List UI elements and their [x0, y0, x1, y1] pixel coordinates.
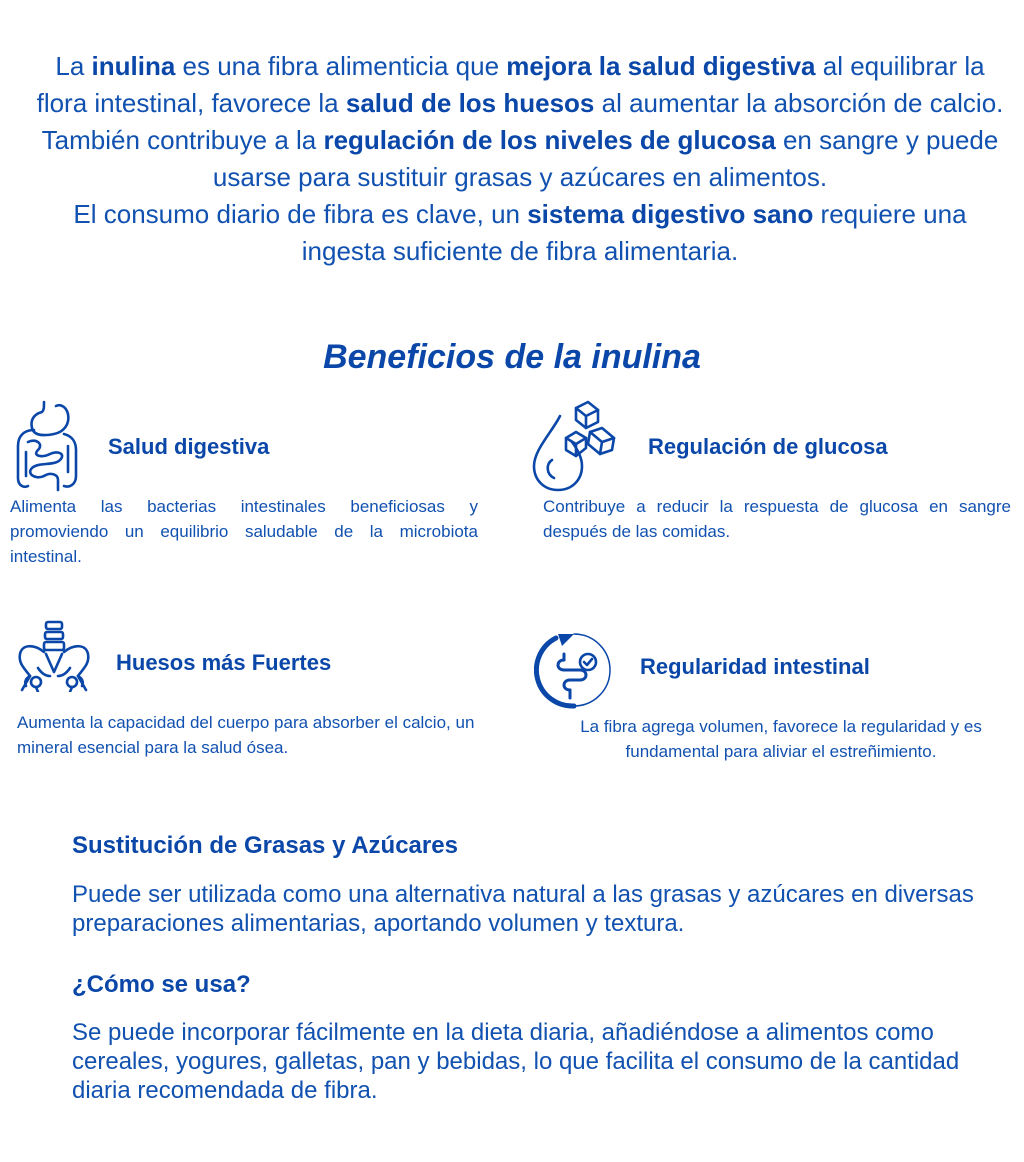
intro-emphasis: regulación de los niveles de glucosa: [323, 125, 776, 155]
intro-p1: [30, 48, 1010, 196]
usage-body: Se puede incorporar fácilmente en la dieta diaria, añadiéndose a alimentos como cereales, yogures, galletas, pan y bebidas, lo que facilita el consumo de la cantidad diaria recomendada de fibra.: [72, 1019, 960, 1104]
drop-sugar-cubes-icon: [530, 398, 622, 497]
card-title-regularity: Regularidad intestinal: [640, 654, 870, 679]
card-title-digestive: Salud digestiva: [108, 434, 270, 459]
intro-emphasis: salud de los huesos: [345, 88, 595, 118]
card-title-bones: Huesos más Fuertes: [116, 650, 332, 675]
intro-text: al equilibrar la flora intestinal, favorece la: [36, 51, 985, 118]
card-text-glucose: Contribuye a reducir la respuesta de glucosa en sangre después de las comidas.: [543, 497, 1011, 541]
card-title-glucose: Regulación de glucosa: [648, 434, 888, 459]
intro-text: al aumentar la absorción de calcio. También contribuye a la: [41, 88, 1004, 155]
pelvis-spine-icon: [16, 620, 92, 697]
intro-text: es una fibra alimenticia que: [175, 51, 507, 81]
intestine-icon: [14, 400, 80, 497]
intestine-cycle-icon: [534, 630, 614, 715]
benefits-title: Beneficios de la inulina: [323, 338, 701, 376]
intro-text: requiere una ingesta suficiente de fibra alimentaria.: [301, 199, 967, 266]
substitution-heading: Sustitución de Grasas y Azúcares: [72, 832, 458, 859]
intro-paragraph: [30, 48, 1010, 270]
card-text-digestive: Alimenta las bacterias intestinales beneficiosas y promoviendo un equilibrio saludable de la microbiota intestinal.: [10, 497, 478, 566]
card-text-bones: Aumenta la capacidad del cuerpo para absorber el calcio, un mineral esencial para la salud ósea.: [17, 713, 475, 757]
intro-text: en sangre y puede usarse para sustituir grasas y azúcares en alimentos.: [212, 125, 999, 192]
card-text-regularity: La fibra agrega volumen, favorece la regularidad y es fundamental para aliviar el estreñimiento.: [580, 717, 982, 761]
substitution-body: Puede ser utilizada como una alternativa natural a las grasas y azúcares en diversas preparaciones alimentarias, aportando volumen y textura.: [72, 881, 974, 937]
usage-heading: ¿Cómo se usa?: [72, 971, 251, 998]
intro-text: El consumo diario de fibra es clave, un: [73, 199, 528, 229]
intro-text: La: [55, 51, 92, 81]
intro-emphasis: mejora la salud digestiva: [506, 51, 816, 81]
intro-p2: [30, 196, 1010, 270]
intro-emphasis: inulina: [91, 51, 176, 81]
intro-emphasis: sistema digestivo sano: [527, 199, 814, 229]
